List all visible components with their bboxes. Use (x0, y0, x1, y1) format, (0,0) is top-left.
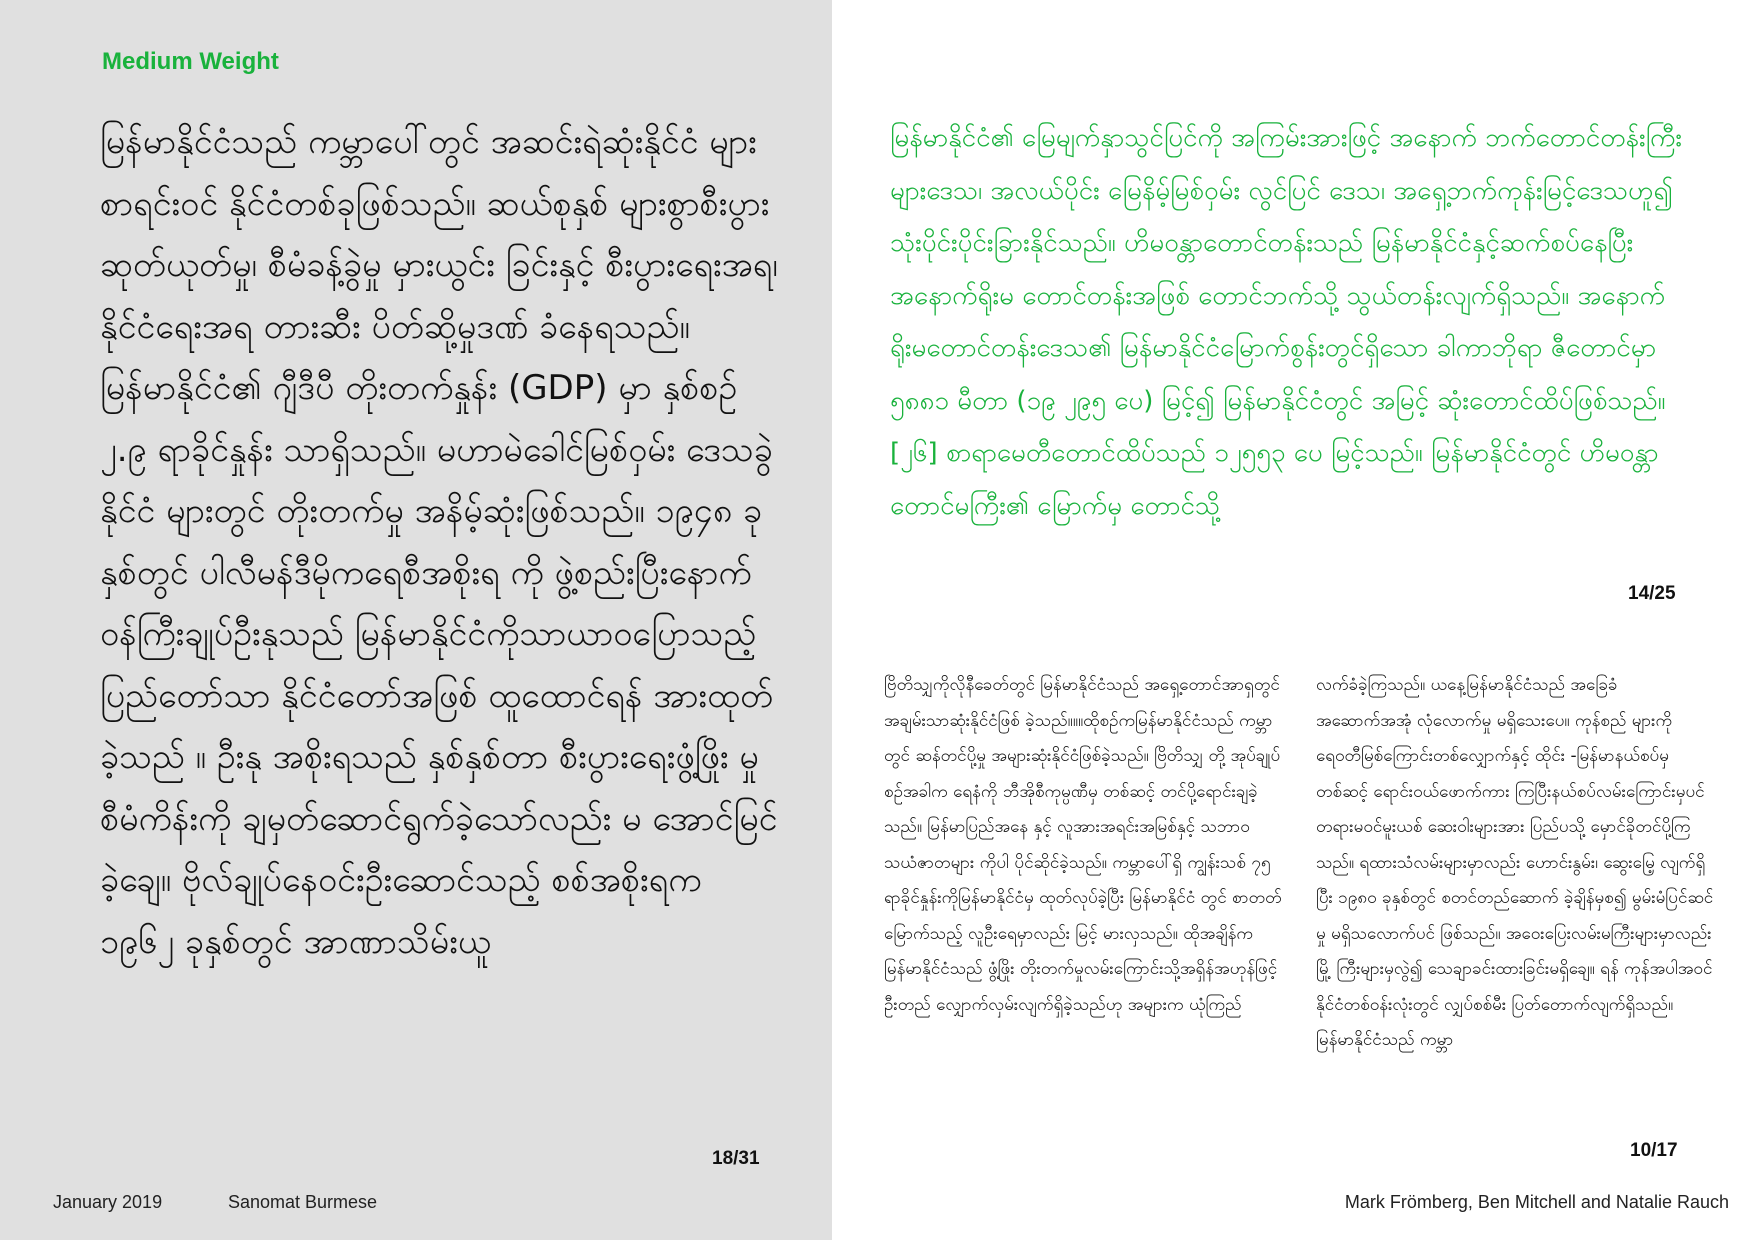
green-sample-paragraph: မြန်မာနိုင်ငံ၏ မြေမျက်နှာသွင်ပြင်ကို အကြမ်းအားဖြင့် အနောက် ဘက်တောင်တန်းကြီးများဒေသ၊ အလယ်ပိုင်း မြေနိမ့်မြစ်ဝှမ်း လွင်ပြင် ဒေသ၊ အရှေ့ဘက်ကုန်းမြင့်ဒေသဟူ၍ သုံးပိုင်းပိုင်းခြားနိုင်သည်။ ဟိမဝန္တာတောင်တန်းသည် မြန်မာနိုင်ငံနှင့်ဆက်စပ်နေပြီး အနောက်ရိုးမ တောင်တန်းအဖြစ် တောင်ဘက်သို့ သွယ်တန်းလျက်ရှိသည်။ အနောက် ရိုးမတောင်တန်းဒေသ၏ မြန်မာနိုင်ငံမြောက်စွန်းတွင်ရှိသော ခါကာဘိုရာ ဇီတောင်မှာ ၅၈၈၁ မီတာ (၁၉ ၂၉၅ ပေ) မြင့်၍ မြန်မာနိုင်ငံတွင် အမြင့် ဆုံးတောင်ထိပ်ဖြစ်သည်။[၂၆] စာရာမေတီတောင်ထိပ်သည် ၁၂၅၅၃ ပေ မြင့်သည်။ မြန်မာနိုင်ငံတွင် ဟိမဝန္တာတောင်မကြီး၏ မြောက်မှ တောင်သို့ (890, 123, 1683, 521)
footer-date: January 2019 (53, 1192, 163, 1212)
weight-heading: Medium Weight (102, 48, 279, 75)
text-column-1: ဗြိတိသျှကိုလိုနီခေတ်တွင် မြန်မာနိုင်ငံသည် အရှေ့တောင်အာရှတွင် အချမ်းသာဆုံးနိုင်ငံဖြစ် ခဲ့သည်။။။ထိုစဉ်ကမြန်မာနိုင်ငံသည် ကမ္ဘာတွင် ဆန်တင်ပို့မှု အများဆုံးနိုင်ငံဖြစ်ခဲ့သည်။ ဗြိတိသျှ တို့ အုပ်ချုပ်စဉ်အခါက ရေနံကို ဘီအိုစီကုမ္ပဏီမှ တစ်ဆင့် တင်ပို့ရောင်းချခဲ့သည်။ မြန်မာပြည်အနေ နှင့် လူအားအရင်းအမြစ်နှင့် သဘာဝသယံဇာတများ ကိုပါ ပိုင်ဆိုင်ခဲ့သည်။ ကမ္ဘာပေါ်ရှိ ကျွန်းသစ် ၇၅ ရာခိုင်နှုန်းကိုမြန်မာနိုင်ငံမှ ထုတ်လုပ်ခဲ့ပြီး မြန်မာနိုင်ငံ တွင် စာတတ်မြောက်သည့် လူဦးရေမှာလည်း မြင့် မားလှသည်။ ထိုအချိန်က မြန်မာနိုင်ငံသည် ဖွံ့ဖြိုး တိုးတက်မှုလမ်းကြောင်းသို့အရှိန်အဟုန်ဖြင့်ဦးတည် လျှောက်လှမ်းလျက်ရှိခဲ့သည်ဟု အများက ယုံကြည် (884, 675, 1282, 1015)
columns-page-number: 10/17 (1630, 1140, 1678, 1161)
footer-authors: Mark Frömberg, Ben Mitchell and Natalie Rauch (1344, 1192, 1729, 1212)
footer-font-name: Sanomat Burmese (228, 1192, 378, 1212)
text-column-2: လက်ခံခဲ့ကြသည်။ ယနေ့မြန်မာနိုင်ငံသည် အခြေခံ အဆောက်အအုံ လုံလောက်မှု မရှိသေးပေ။ ကုန်စည် များကို ရေဝတီမြစ်ကြောင်းတစ်လျှောက်နှင့် ထိုင်း -မြန်မာနယ်စပ်မှတစ်ဆင့် ရောင်းဝယ်ဖောက်ကား ကြပြီးနယ်စပ်လမ်းကြောင်းမှပင် တရားမဝင်မူးယစ် ဆေးဝါးများအား ပြည်ပသို့ မှောင်ခိုတင်ပို့ကြသည်။ ရထားသံလမ်းများမှာလည်း ဟောင်းနွမ်း၊ ဆွေးမြေ့ လျက်ရှိပြီး ၁၉၈၀ ခုနှစ်တွင် စတင်တည်ဆောက် ခဲ့ချိန်မှစ၍ မွမ်းမံပြင်ဆင်မှု မရှိသလောက်ပင် ဖြစ်သည်။ အဝေးပြေးလမ်းမကြီးများမှာလည်း မြို့ ကြီးများမှလွဲ၍ သေချာခင်းထားခြင်းမရှိချေ။ ရန် ကုန်အပါအဝင် နိုင်ငံတစ်ဝန်းလုံးတွင် လျှပ်စစ်မီး ပြတ်တောက်လျက်ရှိသည်။မြန်မာနိုင်ငံသည် ကမ္ဘာ (1316, 675, 1714, 1050)
left-page-number: 18/31 (712, 1148, 760, 1169)
large-sample-paragraph: မြန်မာနိုင်ငံသည် ကမ္ဘာပေါ်တွင် အဆင်းရဲဆုံးနိုင်ငံ များစာရင်းဝင် နိုင်ငံတစ်ခုဖြစ်သည်။ ဆယ်စုနှစ် များစွာစီးပွားဆုတ်ယုတ်မှု၊ စီမံခန့်ခွဲမှု မှားယွင်း ခြင်းနှင့် စီးပွားရေးအရ၊ နိုင်ငံရေးအရ တားဆီး ပိတ်ဆို့မှုဒဏ် ခံနေရသည်။ မြန်မာနိုင်ငံ၏ ဂျီဒီပီ တိုးတက်နှုန်း (GDP) မှာ နှစ်စဉ် ၂.၉ ရာခိုင်နှုန်း သာရှိသည်။ မဟာမဲခေါင်မြစ်ဝှမ်း ဒေသခွဲနိုင်ငံ များတွင် တိုးတက်မှု အနိမ့်ဆုံးဖြစ်သည်။ ၁၉၄၈ ခုနှစ်တွင် ပါလီမန်ဒီမိုကရေစီအစိုးရ ကို ဖွဲ့စည်းပြီးနောက်ဝန်ကြီးချုပ်ဦးနုသည် မြန်မာနိုင်ငံကိုသာယာဝပြောသည့်ပြည်တော်သာ နိုင်ငံတော်အဖြစ် ထူထောင်ရန် အားထုတ်ခဲ့သည် ။ ဦးနု အစိုးရသည် နှစ်နှစ်တာ စီးပွားရေးဖွံ့ဖြိုး မှုစီမံကိန်းကို ချမှတ်ဆောင်ရွက်ခဲ့သော်လည်း မ အောင်မြင်ခဲ့ချေ။ ဗိုလ်ချုပ်နေဝင်းဦးဆောင်သည့် စစ်အစိုးရက ၁၉၆၂ ခုနှစ်တွင် အာဏာသိမ်းယူ (100, 122, 778, 962)
green-page-number: 14/25 (1628, 583, 1676, 604)
